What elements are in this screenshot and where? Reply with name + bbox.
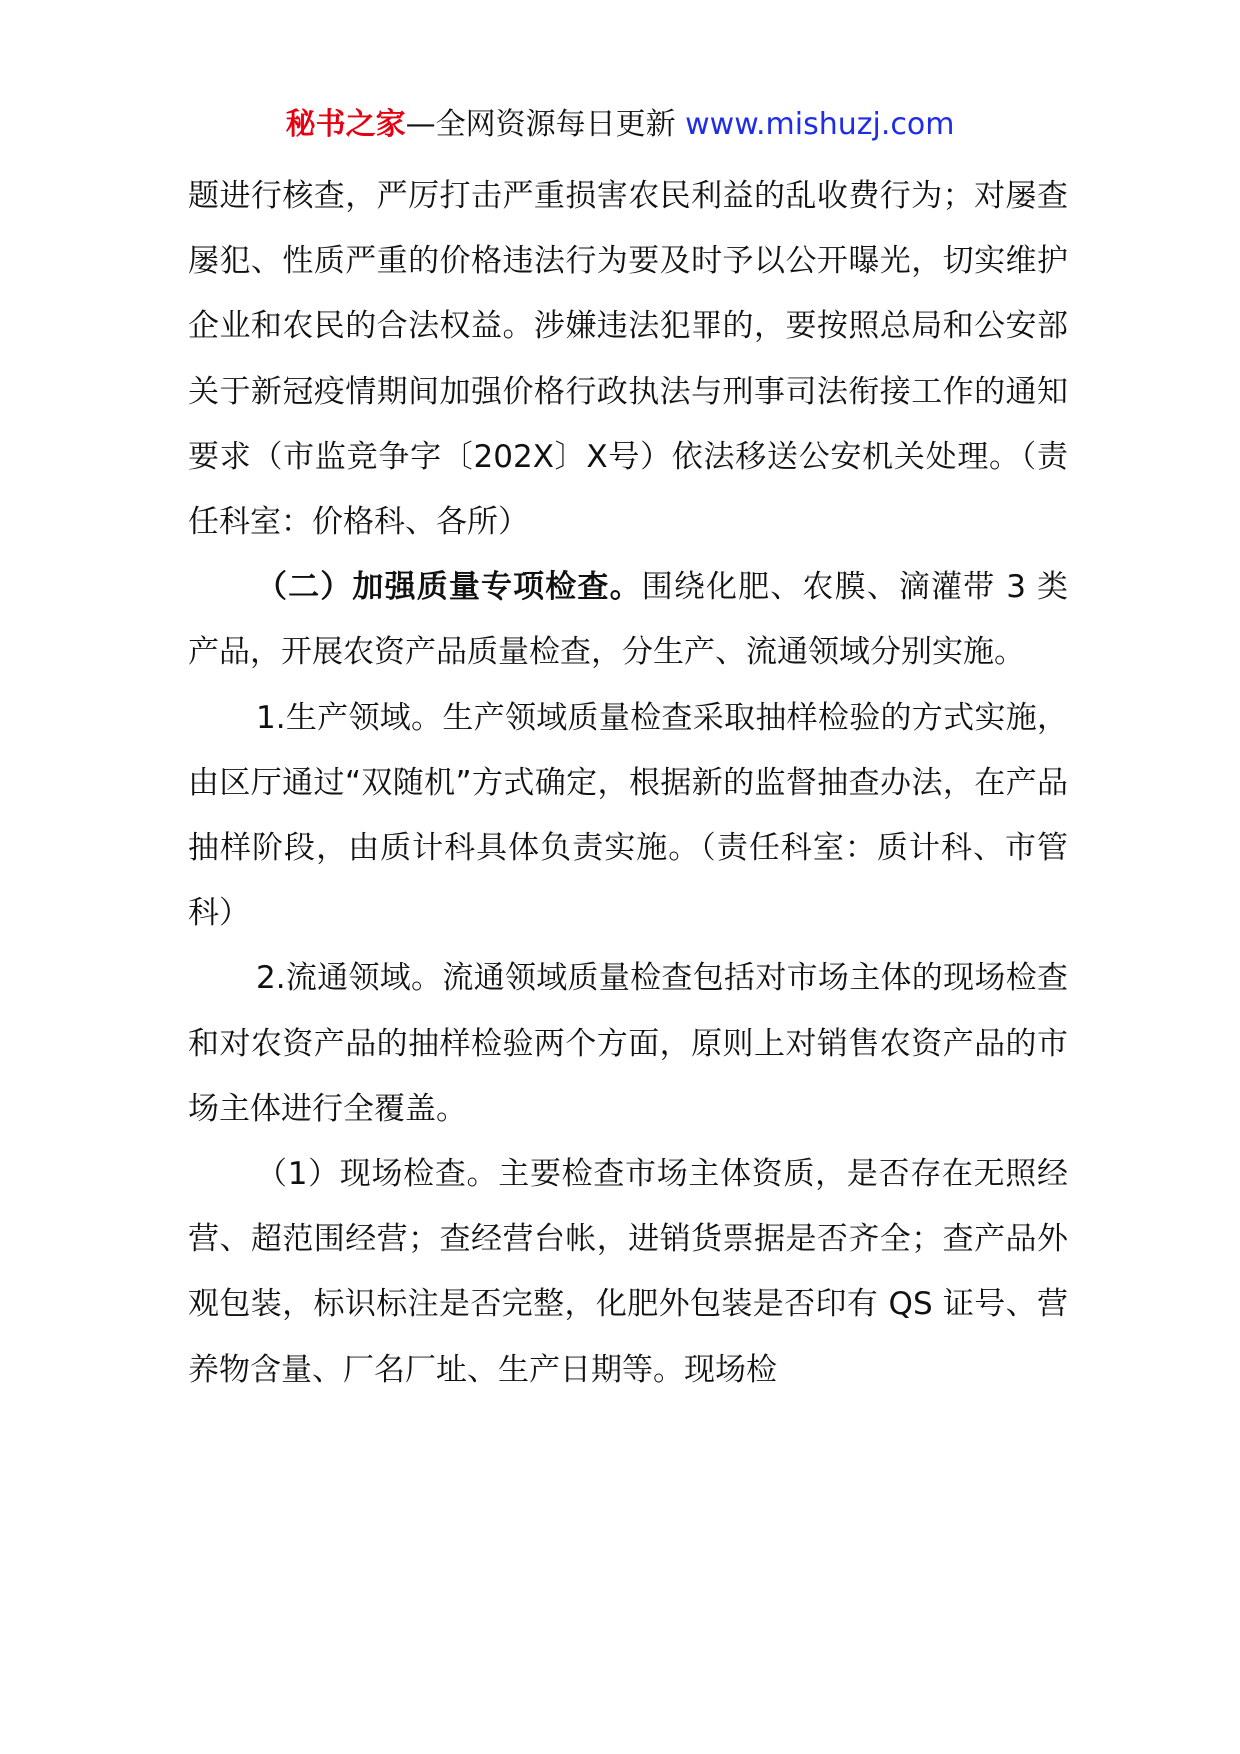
paragraph-onsite-inspection bbox=[188, 1142, 1068, 1403]
site-tagline: —全网资源每日更新 bbox=[405, 107, 686, 142]
paragraph-quality-inspection bbox=[188, 555, 1068, 685]
site-brand: 秘书之家 bbox=[285, 107, 406, 142]
paragraph-circulation-field bbox=[188, 946, 1068, 1142]
paragraph-text: 围绕化肥、农膜、滴灌带 3 类产品，开展农资产品质量检查，分生产、流通领域分别实施。 bbox=[188, 569, 1069, 671]
paragraph-text: 2.流通领域。流通领域质量检查包括对市场主体的现场检查和对农资产品的抽样检验两个方面，原则上对销售农资产品的市场主体进行全覆盖。 bbox=[188, 960, 1068, 1127]
paragraph-text: 题进行核查，严厉打击严重损害农民利益的乱收费行为；对屡查屡犯、性质严重的价格违法行为要及时予以公开曝光，切实维护企业和农民的合法权益。涉嫌违法犯罪的，要按照总局和公安部关于新冠疫情期间加强价格行政执法与刑事司法衔接工作的通知要求（市监竞争字〔202X〕X号）依法移送公安机关处理。（责任科室：价格科、各所） bbox=[188, 178, 1068, 541]
paragraph-text: （1）现场检查。主要检查市场主体资质，是否存在无照经营、超范围经营；查经营台帐，进销货票据是否齐全；查产品外观包装，标识标注是否完整，化肥外包装是否印有 QS 证号、营养物含量、厂名厂址、生产日期等。现场检 bbox=[188, 1156, 1068, 1388]
site-url-link[interactable]: www.mishuzj.com bbox=[685, 107, 955, 142]
paragraph-continued-price-check bbox=[188, 164, 1068, 555]
paragraph-text: 1.生产领域。生产领域质量检查采取抽样检验的方式实施，由区厅通过“双随机”方式确定，根据新的监督抽查办法，在产品抽样阶段，由质计科具体负责实施。（责任科室：质计科、市管科） bbox=[188, 699, 1068, 932]
paragraph-production-field bbox=[188, 686, 1068, 947]
document-body bbox=[188, 164, 1068, 1403]
site-header bbox=[0, 103, 1240, 147]
section-heading: （二）加强质量专项检查。 bbox=[256, 569, 642, 606]
